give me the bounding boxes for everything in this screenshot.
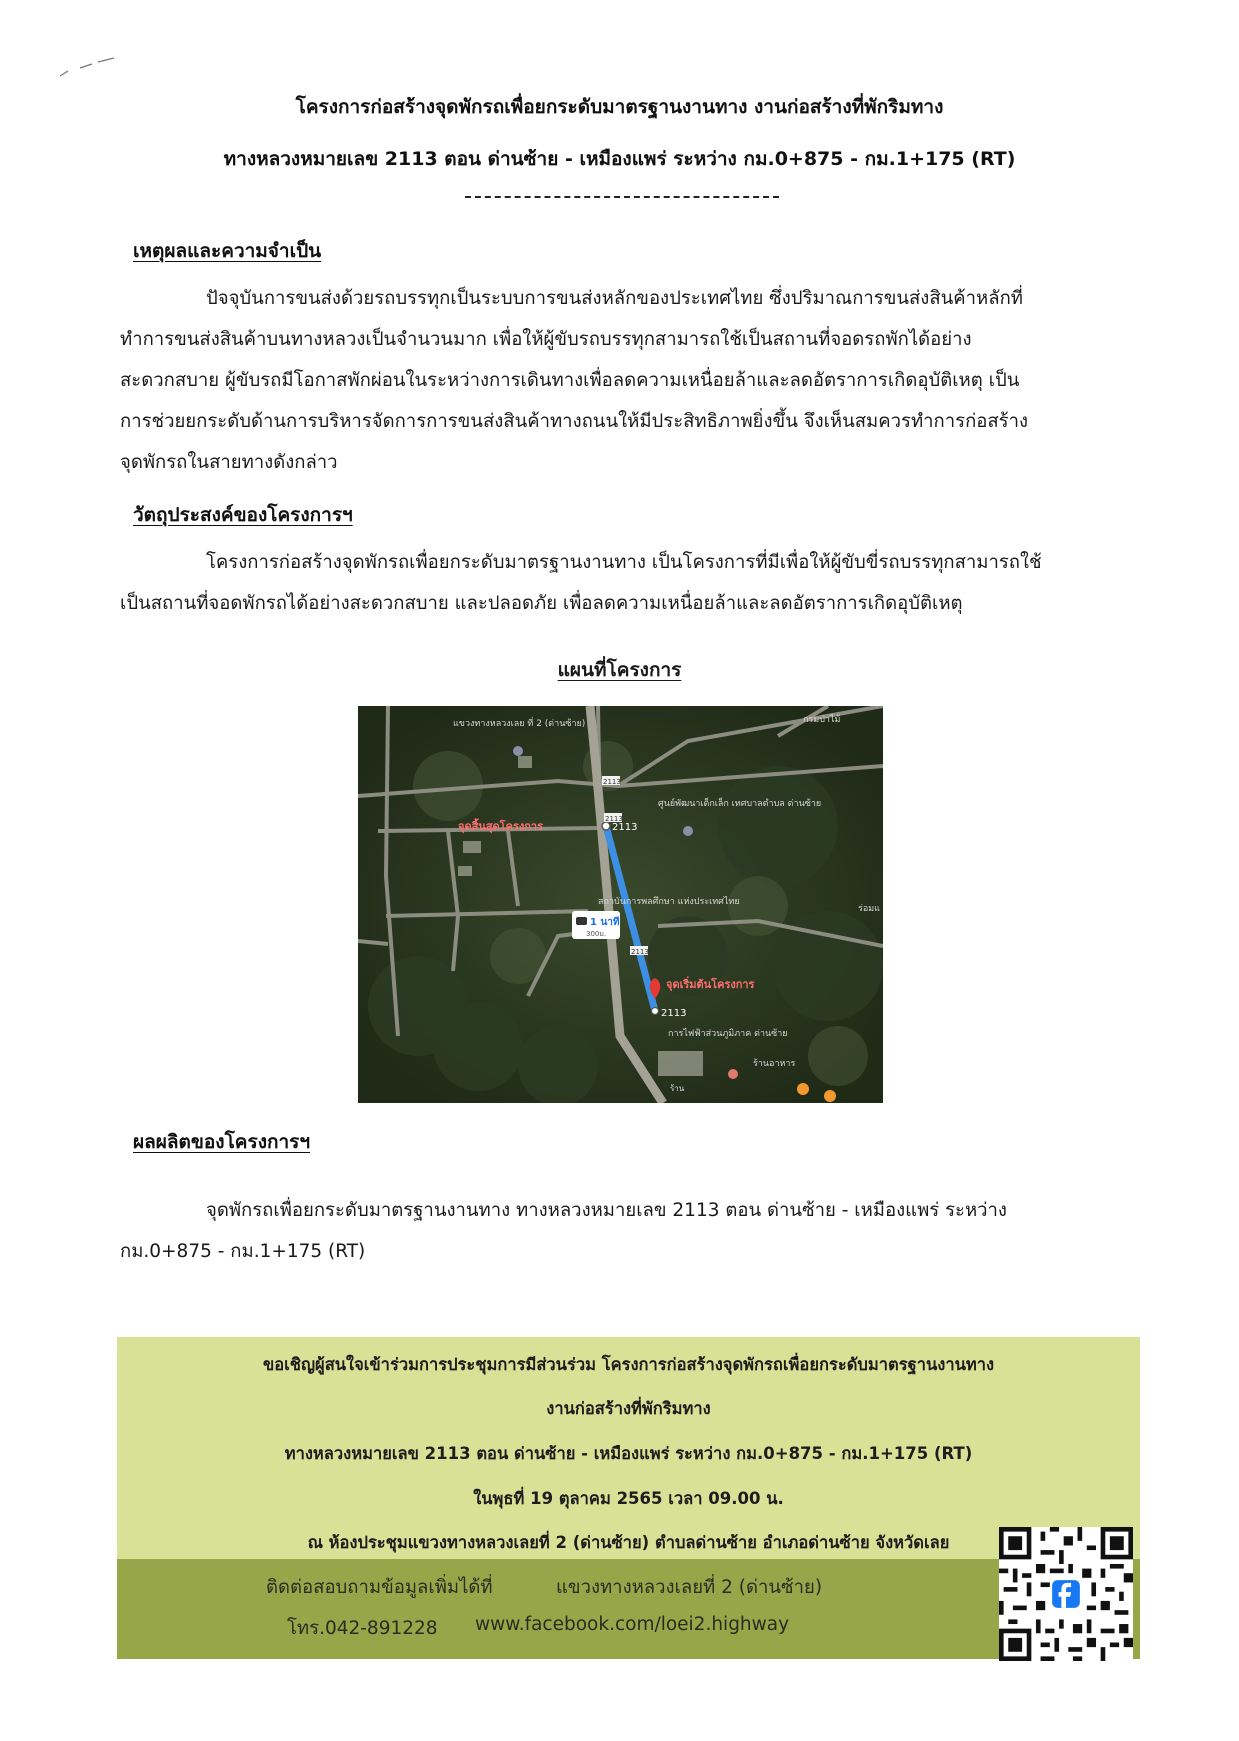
poi-icon: [513, 746, 523, 756]
paragraph-line: การช่วยยกระดับด้านการบริหารจัดการการขนส่งสินค้าทางถนนให้มีประสิทธิภาพยิ่งขึ้น จึงเห็นสมควรทำการก่อสร้าง: [120, 411, 1029, 432]
route-shield-text: 2113: [631, 948, 649, 956]
poi-icon: [728, 1069, 738, 1079]
poi-icon: [683, 826, 693, 836]
paragraph-line: สะดวกสบาย ผู้ขับรถมีโอกาสพักผ่อนในระหว่างการเดินทางเพื่อลดความเหนื่อยล้าและลดอัตราการเกิดอุบัติเหตุ เป็น: [120, 370, 1020, 391]
document-title-line-2: ทางหลวงหมายเลข 2113 ตอน ด่านซ้าย - เหมืองแพร่ ระหว่าง กม.0+875 - กม.1+175 (RT): [223, 148, 1016, 170]
document-title-line-1: โครงการก่อสร้างจุดพักรถเพื่อยกระดับมาตรฐานงานทาง งานก่อสร้างที่พักริมทาง: [295, 96, 944, 118]
title-divider: [465, 196, 779, 198]
shop-label: ร้านอาหาร: [753, 1059, 796, 1069]
electricity-label: การไฟฟ้าส่วนภูมิภาค ด่านซ้าย: [668, 1029, 788, 1039]
start-point-label: จุดเริ่มต้นโครงการ: [666, 978, 755, 991]
paragraph-objective: [120, 542, 1138, 624]
paragraph-line: ปัจจุบันการขนส่งด้วยรถบรรทุกเป็นระบบการขนส่งหลักของประเทศไทย ซึ่งปริมาณการขนส่งสินค้าหลักที่: [206, 288, 1023, 309]
invitation-date: ในพุธที่ 19 ตุลาคม 2565 เวลา 09.00 น.: [473, 1489, 784, 1508]
travel-distance: 300ม.: [586, 930, 607, 938]
scan-speck: [58, 56, 118, 78]
institute-label: สถาบันการพลศึกษา แห่งประเทศไทย: [598, 897, 740, 907]
heading-reason: เหตุผลและความจำเป็น: [133, 240, 322, 262]
child-center-label: ศูนย์พัฒนาเด็กเล็ก เทศบาลตำบล ด่านซ้าย: [658, 799, 822, 809]
end-point-label: จุดสิ้นสุดโครงการ: [458, 820, 543, 833]
contact-phone: โทร.042-891228: [287, 1618, 438, 1639]
right-edge-label: ร่อมแ: [858, 904, 880, 914]
poi-icon: [824, 1090, 836, 1102]
heading-objective: วัตถุประสงค์ของโครงการฯ: [133, 504, 353, 526]
paragraph-line: จุดพักรถเพื่อยกระดับมาตรฐานงานทาง ทางหลวงหมายเลข 2113 ตอน ด่านซ้าย - เหมืองแพร่ ระหว่าง: [206, 1200, 1007, 1221]
invitation-line-2: งานก่อสร้างที่พักริมทาง: [546, 1399, 711, 1418]
district-office-label: แขวงทางหลวงเลย ที่ 2 (ด่านซ้าย): [453, 719, 586, 729]
paragraph-line: เป็นสถานที่จอดพักรถได้อย่างสะดวกสบาย และปลอดภัย เพื่อลดความเหนื่อยล้าและลดอัตราการเกิดอุบัติเหตุ: [120, 593, 963, 614]
map-caption: แผนที่โครงการ: [557, 659, 682, 681]
paragraph-line: ทำการขนส่งสินค้าบนทางหลวงเป็นจำนวนมาก เพื่อให้ผู้ขับรถบรรทุกสามารถใช้เป็นสถานที่จอดรถพักได้อย่าง: [120, 329, 972, 350]
facebook-link[interactable]: www.facebook.com/loei2.highway: [475, 1614, 790, 1635]
route-label-top: 2113: [612, 822, 638, 833]
route-label-bottom: 2113: [661, 1008, 687, 1019]
paragraph-line: กม.0+875 - กม.1+175 (RT): [120, 1241, 366, 1262]
start-point-marker: [652, 1008, 659, 1015]
small-map-label: ร้าน: [670, 1084, 685, 1093]
poi-icon: [797, 1083, 809, 1095]
travel-time: 1 นาที: [590, 917, 620, 928]
paragraph-reason: [120, 278, 1138, 483]
paragraph-line: จุดพักรถในสายทางดังกล่าว: [120, 452, 338, 473]
contact-label: ติดต่อสอบถามข้อมูลเพิ่มได้ที่: [266, 1577, 493, 1598]
paragraph-output: [120, 1190, 1138, 1272]
invitation-line-3: ทางหลวงหมายเลข 2113 ตอน ด่านซ้าย - เหมืองแพร่ ระหว่าง กม.0+875 - กม.1+175 (RT): [284, 1444, 973, 1463]
top-right-label: กรมป่าไม้: [803, 715, 841, 725]
invitation-line-1: ขอเชิญผู้สนใจเข้าร่วมการประชุมการมีส่วนร่วม โครงการก่อสร้างจุดพักรถเพื่อยกระดับมาตรฐานงานทาง: [262, 1355, 995, 1374]
contact-office: แขวงทางหลวงเลยที่ 2 (ด่านซ้าย): [556, 1577, 823, 1598]
paragraph-line: โครงการก่อสร้างจุดพักรถเพื่อยกระดับมาตรฐานงานทาง เป็นโครงการที่มีเพื่อให้ผู้ขับขี่รถบรรทุกสามารถใช้: [206, 552, 1042, 573]
route-shield-text: 2113: [605, 815, 623, 823]
qr-code[interactable]: [999, 1527, 1133, 1661]
invitation-venue: ณ ห้องประชุมแขวงทางหลวงเลยที่ 2 (ด่านซ้าย) ตำบลด่านซ้าย อำเภอด่านซ้าย จังหวัดเลย: [307, 1533, 950, 1552]
end-point-marker: [602, 822, 610, 830]
car-icon: [576, 917, 587, 925]
project-map: [358, 706, 883, 1103]
route-shield-text: 2113: [603, 778, 621, 786]
heading-output: ผลผลิตของโครงการฯ: [133, 1131, 311, 1153]
